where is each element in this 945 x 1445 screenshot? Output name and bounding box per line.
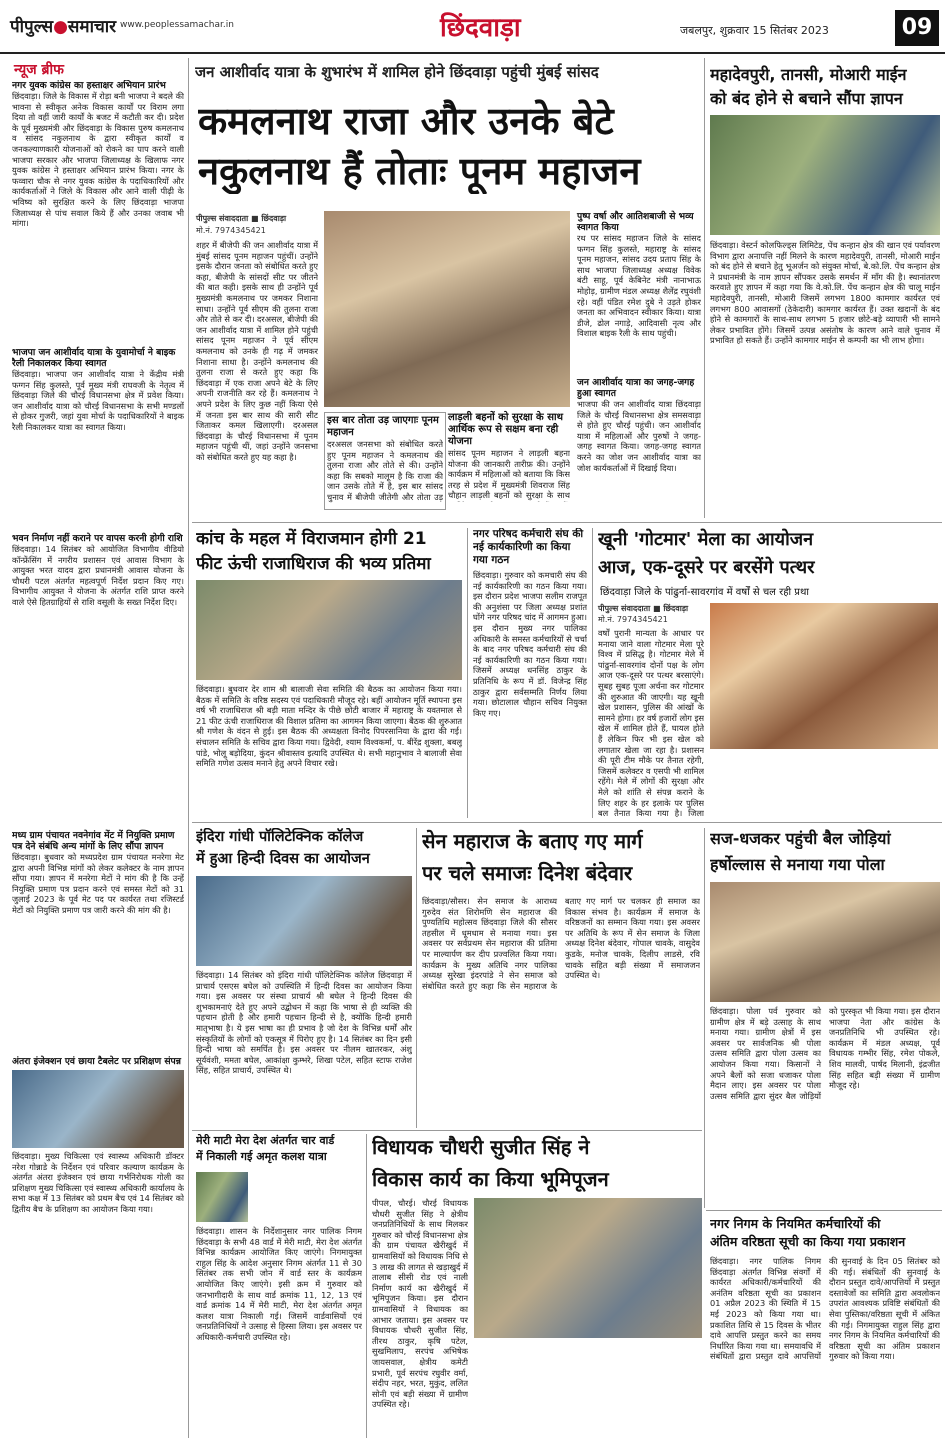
section-rule [192,822,942,823]
kanch-meeting-photo [196,580,462,680]
meri-mati-headline-2: में निकाली गई अमृत कलश यात्रा [196,1150,327,1163]
mine-body: छिंदवाड़ा। वेस्टर्न कोलफिल्ड्स लिमिटेड, पेंच कन्हान क्षेत्र की खान एवं पर्यावरण विभाग द्वारा अनापत्ति नहीं मिलने के कारण महादेवपुरी, तानसी, मोआरी माईन को बंद होने से बचाने हेतु भूअर्जन को संयुक्त मोर्चा, बे.को.लि. पेंच कन्हान क्षेत्र ने प्रधानमंत्री के नाम ज्ञापन सौंपकर उसके समर्थन में माँग की है। स्थानांतरण करवाते हुए ज्ञापन में कहा गया कि वे.को.लि. पेंच कन्हान क्षेत्र की चालू माईन महादेवपुरी, तानसी, मोआरी जिसमें लगभग 1800 कामगार कार्यरत एवं लगभग 800 आवासगों (ठेकेदारी) कामगार कार्यरत हैं। उक्त खदानों के बंद होने से कामगारों के साथ-साथ लगभग 5 हजार छोटे-बड़े व्यापारी भी सामने लेकर प्रभावित होंगे। जिसमें उत्पन्न असंतोष के कारण आने वाले चुनाव में प्रभावित हो सकते हैं। उन्होंने कामगार माईन से कम्पनी का भी लाभ होगा। [710,240,940,346]
lead-sidebar-ladli [448,412,570,504]
quote-title: इस बार तोता उड़ जाएगाः पूनम महाजन [327,415,439,438]
quote-body: दरअसल जनसभा को संबोधित करते हुए पूनम महाजन ने कमलनाथ की तुलना राजा और तोते से की। उन्होंने कहा कि सबको मालूम है कि राजा की जान उसके तोते में है, इस बार सांसद चुनाव में बीजेपी जीतेगी और तोता उड़ [327,439,443,502]
pola-headline-2: हर्षोल्लास से मनाया गया पोला [710,855,885,874]
training-photo [12,1070,184,1148]
lead-kicker: जन आशीर्वाद यात्रा के शुभारंभ में शामिल होने छिंदवाड़ा पहुंची मुंबई सांसद [195,63,599,81]
page-number: 09 [895,10,939,46]
lead-headline-1: कमलनाथ राजा और उनके बेटे [198,99,614,143]
brief-title: मध्य ग्राम पंचायत नवनेगांव मेंट में नियुक्ति प्रमाण पत्र देने संबंधि अन्य मांगों के लिए सौंपा ज्ञापन [12,830,175,852]
vidhayak-headline-2: विकास कार्य का किया भूमिपूजन [372,1167,609,1191]
brief-title: नगर युवक कांग्रेस का हस्ताक्षर अभियान प्रारंभ [12,80,166,91]
lead-headline-2: नकुलनाथ हैं तोताः पूनम महाजन [198,149,641,193]
gotmar-fair-photo [710,603,938,749]
gotmar-mobile: मो.नं. 7974345421 [598,615,668,624]
column-divider [592,528,593,818]
meri-mati-body: छिंदवाड़ा। शासन के निर्देशानुसार नगर पालिक निगम छिंदवाड़ा के सभी 48 वार्ड में मेरी माटी, मेरा देश अंतर्गत विभिन्न कार्यक्रम आयोजित किए जाएंगे। निगमायुक्त राहुल सिंह के आदेश अनुसार निगम अंतर्गत 11 से 30 सितंबर तक सभी जोन में वार्ड स्तर के कार्यक्रम आयोजित किए जाएंगे। इसी क्रम में गुरुवार को जनभागीदारी के साथ वार्ड क्रमांक 11, 12, 13 एवं वार्ड क्रमांक 14 में मेरी माटी, मेरा देश अंतर्गत अमृत कलश यात्रा निकाली गई। जिसमें वार्डवासियों एवं जनप्रतिनिधियों ने उत्साह से हिस्सा लिया। इस अवसर पर अधिकारी-कर्मचारी उपस्थित रहे। [196,1226,362,1342]
brief-title: भाजपा जन आशीर्वाद यात्रा के युवामोर्चा ने बाइक रैली निकालकर किया स्वागत [12,347,176,369]
sen-headline-2: पर चले समाजः दिनेश बंदेवार [422,861,633,885]
brief-body: छिंदवाड़ा। मुख्य चिकित्सा एवं स्वास्थ्य अधिकारी डॉक्टर नरेश गोन्नाडे के निर्देशन एवं परिवार कल्याण कार्यक्रम के अंतर्गत अंतरा इंजेक्शन एवं छाया गर्भनिरोधक गोली का प्रशिक्षण मुख्य चिकित्सा एवं स्वास्थ्य अधिकारी कार्यालय के सभा कक्ष में 13 सितंबर को प्रथम बैच एवं 14 सितंबर को द्वितीय बैच के प्रशिक्षण का आयोजन किया गया। [12,1151,184,1214]
lead-byline: पीपुल्स संवाददाता ■ छिंदवाड़ा [196,214,287,223]
column-divider [188,58,189,1438]
vidhayak-headline-1: विधायक चौधरी सुजीत सिंह ने [372,1135,590,1159]
nagar-body: छिंदवाड़ा। गुरुवार को कमचारी संघ की नई कार्यकारिणी का गठन किया गया। इस दौरान प्रदेश भाजपा सलीम राजपूत की अनुशंसा पर जिला अध्यक्ष प्रशांत घोंगे नगर परिषद चांद में आगमन हुआ। इस दौरान मुख्य नगर पालिका अधिकारी के समस्त कर्मचारियों से चर्चा के बाद नगर परिषद कर्मचारी संघ की नई कार्यकारिणी का गठन किया गया। जिसमें अध्यक्ष धनसिंह ठाकुर के प्रतिनिधि के रूप में डॉ. विजेन्द्र सिंह ठाकुर द्वारा सर्वसम्मति निर्णय लिया गया। छोटालाल चौहान सचिव नियुक्त किए गए। [473,570,587,718]
kalash-yatra-photo [196,1172,248,1222]
polytech-headline-1: इंदिरा गांधी पॉलिटेक्निक कॉलेज [196,829,364,845]
lead-quote-box [324,412,446,510]
sen-body: छिंदवाड़ा/सौसर। सेन समाज के आराध्य गुरुदेव संत शिरोमणि सेन महाराज की पुण्यतिथि महोत्सव छिंदवाड़ा जिले की सौसर तहसील में धूमधाम से मनाया गया। इस अवसर पर सर्वप्रथम सेन महाराज की प्रतिमा पर माल्यार्पण कर दीप प्रज्वलित किया गया। कार्यक्रम के मुख्य अतिथि नगर पालिका अध्यक्ष सुरेखा इंदरपांडे ने सेन समाज को संबोधित करते हुए कहा कि सेन महाराज के बताए गए मार्ग पर चलकर ही समाज का विकास संभव है। कार्यक्रम में समाज के वरिष्ठजनों का सम्मान किया गया। इस अवसर पर अतिथि के रूप में सेन समाज के जिला अध्यक्ष दिनेश बंदेवार, गोपाल चावके, वासुदेव कुडके, मनोज चावके, दिलीप लाडसे, रवि चावके सहित बड़ी संख्या में समाजजन उपस्थित थे। [422,896,700,991]
yatra-body: भाजपा की जन आशीर्वाद यात्रा छिंदवाड़ा जिले के चौरई विधानसभा क्षेत्र समसवाड़ा से होते हुए चौरई पहुंची। जन आशीर्वाद यात्रा में महिलाओं और पुरुषों ने जगह-जगह स्वागत किया। जगह-जगह स्वागत करने का जोश जन आशीर्वाद यात्रा का जोश कार्यकर्ताओं में दिखाई दिया। [577,399,701,473]
section-rule [706,1210,942,1211]
brief-body: छिंदवाड़ा। जिले के विकास में रोड़ा बनी भाजपा ने बदले की भावना से स्वीकृत अनेक विकास कार्यों पर विराम लगा दिया तो वहीं जारी कार्यों के बजट में कटौती कर दी। प्रदेश के पूर्व मुख्यमंत्री और छिंदवाड़ा के विकास पुरुष कमलनाथ व सांसद नकुलनाथ के द्वारा स्वीकृत कार्यों व जनकल्याणकारी योजनाओं को रोकने का पाप करने वाली भाजपा सरकार और भाजपा जिलाध्यक्ष के खिलाफ नगर युवक कांग्रेस ने हस्ताक्षर अभियान प्रारंभ किया। नगर के फव्वारा चौक से नगर युवक कांग्रेस के पदाधिकारियों और कार्यकर्ताओं ने जिले के विकास और आने वाली पीढ़ी के भविष्य को सुरक्षित करने के लिए छिंदवाड़ा भाजपा जिलाध्यक्ष से पांच सवाल किये हैं और उनका जवाब भी मांगा। [12,91,184,229]
website-url[interactable]: www.peoplessamachar.in [120,20,234,30]
yatra-title: जन आशीर्वाद यात्रा का जगह-जगह हुआ स्वागत [577,377,695,399]
brief-title: भवन निर्माण नहीं कराने पर वापस करनी होगी राशि [12,533,183,544]
ladli-body: सांसद पूनम महाजन ने लाड़ली बहना योजना की जानकारी तारीफ़ की। उन्होंने कार्यक्रम में महिलाओं को बताया कि किस तरह से प्रदेश में मुख्यमंत्री शिवराज सिंह चौहान लाड़ली बहनों को सुरक्षा के साथ [448,448,570,501]
polytech-body: छिंदवाड़ा। 14 सितंबर को इंदिरा गांधी पॉलिटेक्निक कॉलेज छिंदवाड़ा में प्राचार्य एसएस बघेल को उपस्थिति में हिन्दी दिवस का आयोजन किया गया। इस अवसर पर संस्था प्राचार्य श्री बघेल ने हिन्दी दिवस की शुभकामनाएं देते हुए अपने उद्बोधन में कहा कि भाषा से ही व्यक्ति की पहचान होती है और हमारी पहचान हिन्दी से है, क्योंकि हिन्दी हमारी मातृभाषा है। ये इस भाषा का ही प्रभाव है जो देश के विभिन्न धर्मों और संस्कृतियों के लोगों को एकसूत्र में पिरोए हुए है। 14 सितंबर का दिन इसी हिन्दी भाषा को समर्पित है। इस अवसर पर नीलम खातरकर, अंशु सूर्यवंशी, ममता बघेल, आकांक्षा कुम्भरे, शिखा पटेल, सहित स्टाफ राजेश सिंह, सहित प्राचार्य, उपस्थित थे। [196,970,412,1076]
column-divider [704,828,705,1208]
newspaper-logo[interactable]: पीपुल्स●समाचार [10,17,117,37]
news-brief-tag: न्यूज ब्रीफ [14,62,64,78]
nigam-headline-1: नगर निगम के नियमित कर्मचारियों की [710,1216,881,1231]
lead-sidebar-yatra [577,211,701,503]
mine-protest-photo [710,115,940,235]
ladli-title: लाड़ली बहनों को सुरक्षा के साथ आर्थिक रूप से सक्षम बना रही योजना [448,412,563,447]
kanch-headline-2: फीट ऊंची राजाधिराज की भव्य प्रतिमा [196,554,431,574]
pola-headline-1: सज-धजकर पहुंची बैल जोड़ियां [710,829,891,848]
brief-body: छिंदवाड़ा। भाजपा जन आशीर्वाद यात्रा ने केंद्रीय मंत्री फग्गन सिंह कुलस्ते, पूर्व मुख्य मंत्री राघवजी के नेतृत्व में छिंदवाड़ा जिले की चौरई विधानसभा क्षेत्र में प्रवेश किया। जन आशीर्वाद यात्रा को चौरई विधानसभा के सभी मण्डलों से होकर गुजरी, जहां युवा मोर्चा के पदाधिकारियों ने बाइक रैली निकालकर यात्रा का स्वागत किया। [12,369,184,432]
column-divider [467,528,468,818]
brief-body: छिंदवाड़ा। 14 सितंबर को आयोजित विभागीय वीडियो कॉन्फ्रेंसिंग में नगरीय प्रशासन एवं आवास विभाग के आयुक्त भरत यादव द्वारा प्रधानमंत्री आवास योजना के चौधरी पटल अंतर्गत महत्वपूर्ण निर्देश प्रदान किए गए। विभागीय आयुक्त ने योजना के अंतर्गत राशि प्राप्त करने वाले ऐसे हितग्राहियों से राशि वसूली के सख्त निर्देश दिए। [12,544,184,607]
news-brief-column [12,80,184,1440]
mine-headline-2: को बंद होने से बचाने सौंपा ज्ञापन [710,89,903,108]
lead-rally-photo [324,211,570,407]
welcome-title: पुष्प वर्षा और आतिशबाजी से भव्य स्वागत किया [577,211,694,233]
kanch-body: छिंदवाड़ा। बुधवार देर शाम श्री बालाजी सेवा समिति की बैठक का आयोजन किया गया। बैठक में समिति के वरिष्ठ सदस्य एवं पदाधिकारी मौजूद रहे। बहीं आयोजन मूर्ति स्थापना इस वर्ष भी राजाधिराज श्री बड़ी माता मन्दिर के पीछे छोटी बाजार में महाराष्ट्र के यवतमाल से 21 फीट ऊंची राजाधिराज की विशाल प्रतिमा का आगमन किया जाएगा। बैठक की शुरुआत श्री गणेश के वंदन से हुई। इस बैठक की अध्यक्षता विनोद पिपरसानिया के द्वारा की गई। संचालन समिति के सचिव द्वारा किया गया। द्विवेदी, श्याम विश्वकर्मा, प. बीरेंद्र शुक्ला, बबलू पांडे, भोलू बड़ोदिया, कुंदन श्रीवास्तव इत्यादि उपस्थित थे। सभी महानुभाव ने बालाजी सेवा समिति गणेश उत्सव मनाने हेतु अपने विचार रखे। [196,684,462,769]
masthead [0,0,945,54]
mine-headline-1: महादेवपुरी, तानसी, मोआरी माईन [710,65,907,84]
column-divider [416,828,417,1128]
welcome-body: रथ पर सांसद महाजन जिले के सांसद फग्गन सिंह कुलस्ते, महाराष्ट्र के सांसद पूनम महाजन, सांसद उदय प्रताप सिंह के साथ भाजपा जिलाध्यक्ष अध्यक्ष विवेक बंटी साहू, पूर्व केबिनेट मंत्री नानाभाऊ मोहोड़, ग्रामीण मंडल अध्यक्ष शैलेंद्र रघुवंशी रहे। वहीं पंडित रमेश दुबे ने उड़ते होकर जनता का अभिवादन स्वीकार किया। यात्रा डीजे, ढोल नगाड़े, आदिवासी नृत्य और विशाल बाइक रैली के साथ पहुंची। [577,233,701,339]
nigam-headline-2: अंतिम वरिष्ठता सूची का किया गया प्रकाशन [710,1234,906,1249]
polytech-headline-2: में हुआ हिन्दी दिवस का आयोजन [196,851,370,867]
gotmar-headline-2: आज, एक-दूसरे पर बरसेंगे पत्थर [598,557,815,578]
lead-mobile: मो.नं. 7974345421 [196,226,266,235]
column-divider [704,58,705,518]
bhoomipujan-photo [474,1198,702,1338]
gotmar-body: वर्षों पुरानी मान्यता के आधार पर मनाया जाने वाला गोटमार मेला पूरे विश्व में प्रसिद्ध है। गोटमार मेले में पांढुर्ना-सावरगांव दोनों पक्ष के लोग आज एक-दूसरे पर पत्थर बरसाएंगे। सुबह सुबह पूजा अर्चना कर गोटमार की शुरुआत की जाएगी। यह खूनी खेल प्रशासन, पुलिस की आंखों के सामने होगा। हर वर्ष हजारों लोग इस खेल में शामिल होते हैं, घायल होते हैं लेकिन फिर भी इस खेल को लगातार खेला जा रहा है। प्रशासन की पूरी टीम मौके पर तैनात रहेगी, जिसमें कलेक्टर व एसपी भी शामिल रहेंगे। मेले में लोगों की सुरक्षा और मेले को शांति से संपन्न कराने के लिए शहर के हर इलाके पर पुलिस बल तैनात किया गया है। जिला [598,628,704,818]
dateline: जबलपुर, शुक्रवार 15 सितंबर 2023 [680,24,829,37]
kanch-headline-1: कांच के महल में विराजमान होगी 21 [196,529,427,549]
gotmar-headline-1: खूनी 'गोटमार' मेला का आयोजन [598,529,814,550]
pola-bullocks-photo [710,882,940,1002]
sen-headline-1: सेन महाराज के बताए गए मार्ग [422,829,643,853]
gotmar-byline: पीपुल्स संवाददाता ■ छिंदवाड़ा [598,604,689,613]
section-rule [192,522,942,523]
polytech-staff-photo [196,876,412,966]
section-rule [192,1130,702,1131]
brief-body: छिंदवाड़ा। बुधवार को मध्यप्रदेश ग्राम पंचायत मनरेगा मेट द्वारा अपनी विभिन्न मांगों को लेकर कलेक्टर के नाम ज्ञापन सौंपा गया। ज्ञापन में मनरेगा मेटों ने मांग की है कि उन्हें नियुक्ति प्रमाण पत्र प्रदान करने एवं समस्त मेटों को 31 जुलाई 2023 के पूर्व मेट पद पर कार्यरत तथा रजिस्टर्ड मेटों को नियुक्ति प्रमाण पत्र जारी करने की मांग की है। [12,852,184,915]
lead-body: शहर में बीजेपी की जन आशीर्वाद यात्रा में मुंबई सांसद पूनम महाजन पहुंचीं। उन्होंने इसके दौरान जनता को संबोधित करते हुए कहा, बीजेपी के सांसदों सीट पर जीतने की बात कही। इसके साथ ही उन्होंने पूर्व मुख्यमंत्री कमलनाथ पर जमकर निशाना साधा। उन्होंने पूर्व सीएम की तुलना राजा और तोते से कर दी। दरअसल, बीजेपी की जन आशीर्वाद यात्रा में शामिल होने पहुंची सांसद पूनम महाजन ने पूर्व सीएम कमलनाथ को उनके ही गढ़ में जमकर निशाना साधा है। उन्होंने कमलनाथ की तुलना राजा से करते हुए कहा कि छिंदवाड़ा में एक राजा अपने बेटे के लिए अपनी राजनीति कर रहे हैं। कमलनाथ ने अपने प्रदेश के लिए कुछ नहीं किया ऐसे में जनता इस बार साथ की सारी सीट जिताकर कमल खिलाएगी। दरअसल छिंदवाड़ा के चौरई विधानसभा में पूनम महाजन पहुंची थीं, जहां उन्होंने जनसभा को संबोधित करते हुए यह कहा है। [196,240,318,462]
column-divider [366,1134,367,1438]
pola-body: छिंदवाड़ा। पोला पर्व गुरुवार को ग्रामीण क्षेत्र में बड़े उत्साह के साथ मनाया गया। ग्रामीण क्षेत्रों में इस अवसर पर सार्वजनिक श्री पोला उत्सव समिति द्वारा पोला उत्सव का आयोजन किया गया। किसानों ने अपने बैलों को सजा धजाकर पोला मैदान लाए। इस अवसर पर पोला उत्सव समिति द्वारा सुंदर बैल जोड़ियों को पुरस्कृत भी किया गया। इस दौरान भाजपा नेता और कांग्रेस के जनप्रतिनिधि भी उपस्थित रहे। कार्यक्रम में मंडल अध्यक्ष, पूर्व विधायक गम्भीर सिंह, रमेश पोकले, शिव मालवी, पार्षद मिलानी, इंद्रजीत सिंह सहित बड़ी संख्या में ग्रामीण मौजूद रहे। [710,1006,940,1101]
nagar-headline: नगर परिषद कर्मचारी संघ की नई कार्यकारिणी का किया गया गठन [473,528,584,566]
vidhayak-body: पीपल, चौरई। चौरई विधायक चौधरी सुजीत सिंह ने क्षेत्रीय जनप्रतिनिधियों के साथ मिलकर गुरुवार को चौरई विधानसभा क्षेत्र की ग्राम पंचायत खैरीखुर्द में ग्रामवासियों को विधायक निधि से 3 लाख की लागत से खड़ाखुर्द में तालाब सीसी रोड एवं नाली निर्माण कार्य का खैरीखुर्द में भूमिपूजन किया। इस दौरान ग्रामवासियों ने विधायक का आभार जताया। इस अवसर पर विधायक चौधरी सुजीत सिंह, तीरथ ठाकुर, कृषि पटेल, सुखमिलाप, सरपंच अभिषेक जायसवाल, क्षेत्रीय कमेटी प्रभारी, पूर्व सरपंच रघुवीर वर्मा, संदीप नहर, भरत, मुकुंद, ललित सोनी एवं बड़ी संख्या में ग्रामीण उपस्थित रहे। [372,1198,468,1410]
section-title: छिंदवाड़ा [440,13,521,43]
brief-title: अंतरा इंजेक्शन एवं छाया टैबलेट पर प्रशिक्षण संपन्न [12,1056,181,1067]
nigam-body: छिंदवाड़ा। नगर पालिक निगम छिंदवाड़ा अंतर्गत विभिन्न संवर्गों में कार्यरत अधिकारी/कर्मचारियों की अनंतिम वरिष्ठता सूची का प्रकाशन 01 अप्रैल 2023 की स्थिति में 15 मई 2023 को किया गया था। प्रकाशित तिथि से 15 दिवस के भीतर दावे आपत्ति प्रस्तुत करने का समय निर्धारित किया गया था। समयावधि में संबंधितों द्वारा प्रस्तुत दावे आपत्तियों की सुनवाई के दिन 05 सितंबर को की गई। संबंधितों की सुनवाई के दौरान प्रस्तुत दावे/आपत्तियों में प्रस्तुत दस्तावेजों का समिति द्वारा अवलोकन उपरांत आवश्यक प्रविष्टि संबंधितों की सेवा पुस्तिका/वरिष्ठता सूची में अंकित की गई। निगमायुक्त राहुल सिंह द्वारा नगर निगम के नियमित कर्मचारियों की वरिष्ठता सूची का अंतिम प्रकाशन गुरुवार को किया गया। [710,1256,940,1362]
gotmar-subhead: छिंदवाड़ा जिले के पांढुर्ना-सावरगांव में वर्षों से चल रही प्रथा [600,587,809,598]
meri-mati-headline-1: मेरी माटी मेरा देश अंतर्गत चार वार्ड [196,1134,335,1147]
